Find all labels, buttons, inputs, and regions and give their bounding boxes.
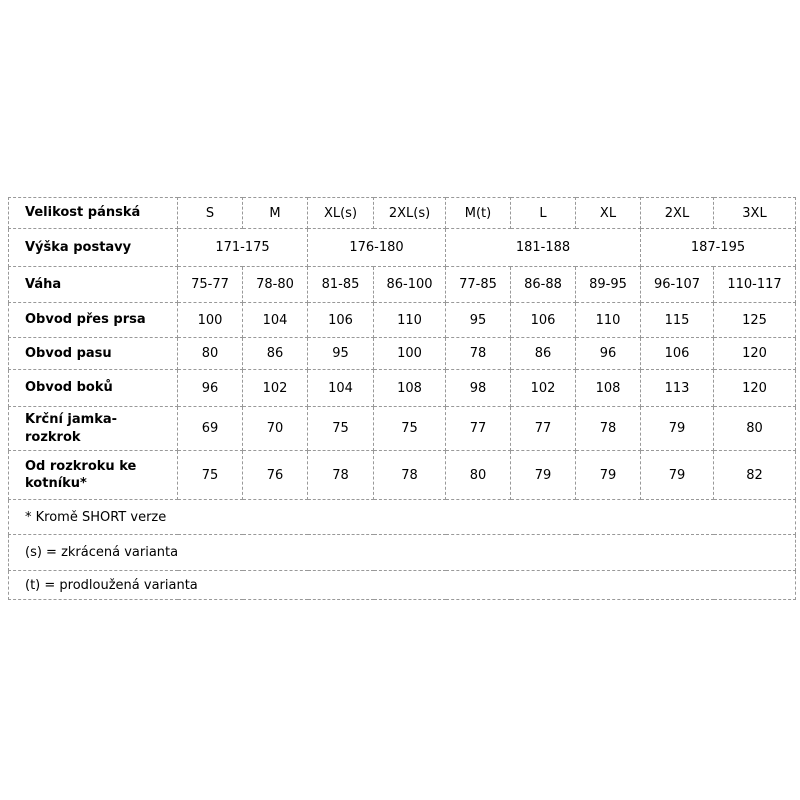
table-row [9,229,796,267]
table-row [9,451,796,500]
size-column-header: 2XL(s) [374,198,446,229]
size-column-header: S [178,198,243,229]
table-row [9,370,796,407]
value-cell: 75 [374,407,446,451]
value-cell: 81-85 [308,267,374,303]
value-cell: 77 [511,407,576,451]
value-cell: 79 [641,407,714,451]
row-label: Obvod přes prsa [9,303,178,338]
value-cell: 96 [178,370,243,407]
row-label-vyska-postavy: Výška postavy [9,229,178,267]
table-row [9,571,796,600]
table-row [9,407,796,451]
footnote-cell: (s) = zkrácená varianta [9,535,796,571]
value-cell: 70 [243,407,308,451]
size-column-header: M [243,198,308,229]
value-cell: 76 [243,451,308,500]
size-column-header: 3XL [714,198,796,229]
value-cell: 80 [714,407,796,451]
size-column-header: M(t) [446,198,511,229]
value-cell: 125 [714,303,796,338]
value-cell: 86 [243,338,308,370]
value-cell: 78 [308,451,374,500]
size-chart-table [8,197,796,600]
value-cell: 98 [446,370,511,407]
value-cell: 86-88 [511,267,576,303]
value-cell: 108 [576,370,641,407]
value-cell: 78 [446,338,511,370]
value-cell: 80 [446,451,511,500]
value-cell: 75-77 [178,267,243,303]
value-cell: 108 [374,370,446,407]
value-cell: 106 [641,338,714,370]
value-cell: 86 [511,338,576,370]
value-cell: 104 [243,303,308,338]
size-column-header: XL(s) [308,198,374,229]
row-label: Obvod boků [9,370,178,407]
row-label: Krční jamka-rozkrok [9,407,178,451]
value-cell: 102 [511,370,576,407]
value-cell: 95 [446,303,511,338]
value-cell: 86-100 [374,267,446,303]
height-range-cell: 181-188 [446,229,641,267]
size-column-header: XL [576,198,641,229]
footnote-cell: (t) = prodloužená varianta [9,571,796,600]
value-cell: 82 [714,451,796,500]
value-cell: 69 [178,407,243,451]
value-cell: 100 [178,303,243,338]
value-cell: 79 [641,451,714,500]
height-range-cell: 171-175 [178,229,308,267]
value-cell: 106 [308,303,374,338]
row-label: Od rozkroku ke kotníku* [9,451,178,500]
value-cell: 100 [374,338,446,370]
value-cell: 77 [446,407,511,451]
value-cell: 77-85 [446,267,511,303]
value-cell: 115 [641,303,714,338]
table-row [9,267,796,303]
table-row [9,500,796,535]
table-row [9,198,796,229]
size-column-header: 2XL [641,198,714,229]
row-label: Váha [9,267,178,303]
value-cell: 120 [714,370,796,407]
value-cell: 78-80 [243,267,308,303]
height-range-cell: 187-195 [641,229,796,267]
value-cell: 104 [308,370,374,407]
value-cell: 95 [308,338,374,370]
value-cell: 113 [641,370,714,407]
value-cell: 78 [576,407,641,451]
footnote-cell: * Kromě SHORT verze [9,500,796,535]
value-cell: 110 [576,303,641,338]
value-cell: 110 [374,303,446,338]
value-cell: 106 [511,303,576,338]
value-cell: 89-95 [576,267,641,303]
value-cell: 79 [576,451,641,500]
table-row [9,535,796,571]
value-cell: 80 [178,338,243,370]
value-cell: 110-117 [714,267,796,303]
value-cell: 79 [511,451,576,500]
height-range-cell: 176-180 [308,229,446,267]
table-row [9,338,796,370]
row-label: Obvod pasu [9,338,178,370]
value-cell: 78 [374,451,446,500]
value-cell: 120 [714,338,796,370]
row-label-velikost-panska: Velikost pánská [9,198,178,229]
value-cell: 96-107 [641,267,714,303]
value-cell: 75 [308,407,374,451]
value-cell: 96 [576,338,641,370]
table-row [9,303,796,338]
value-cell: 75 [178,451,243,500]
size-column-header: L [511,198,576,229]
size-chart-section [8,197,795,600]
value-cell: 102 [243,370,308,407]
